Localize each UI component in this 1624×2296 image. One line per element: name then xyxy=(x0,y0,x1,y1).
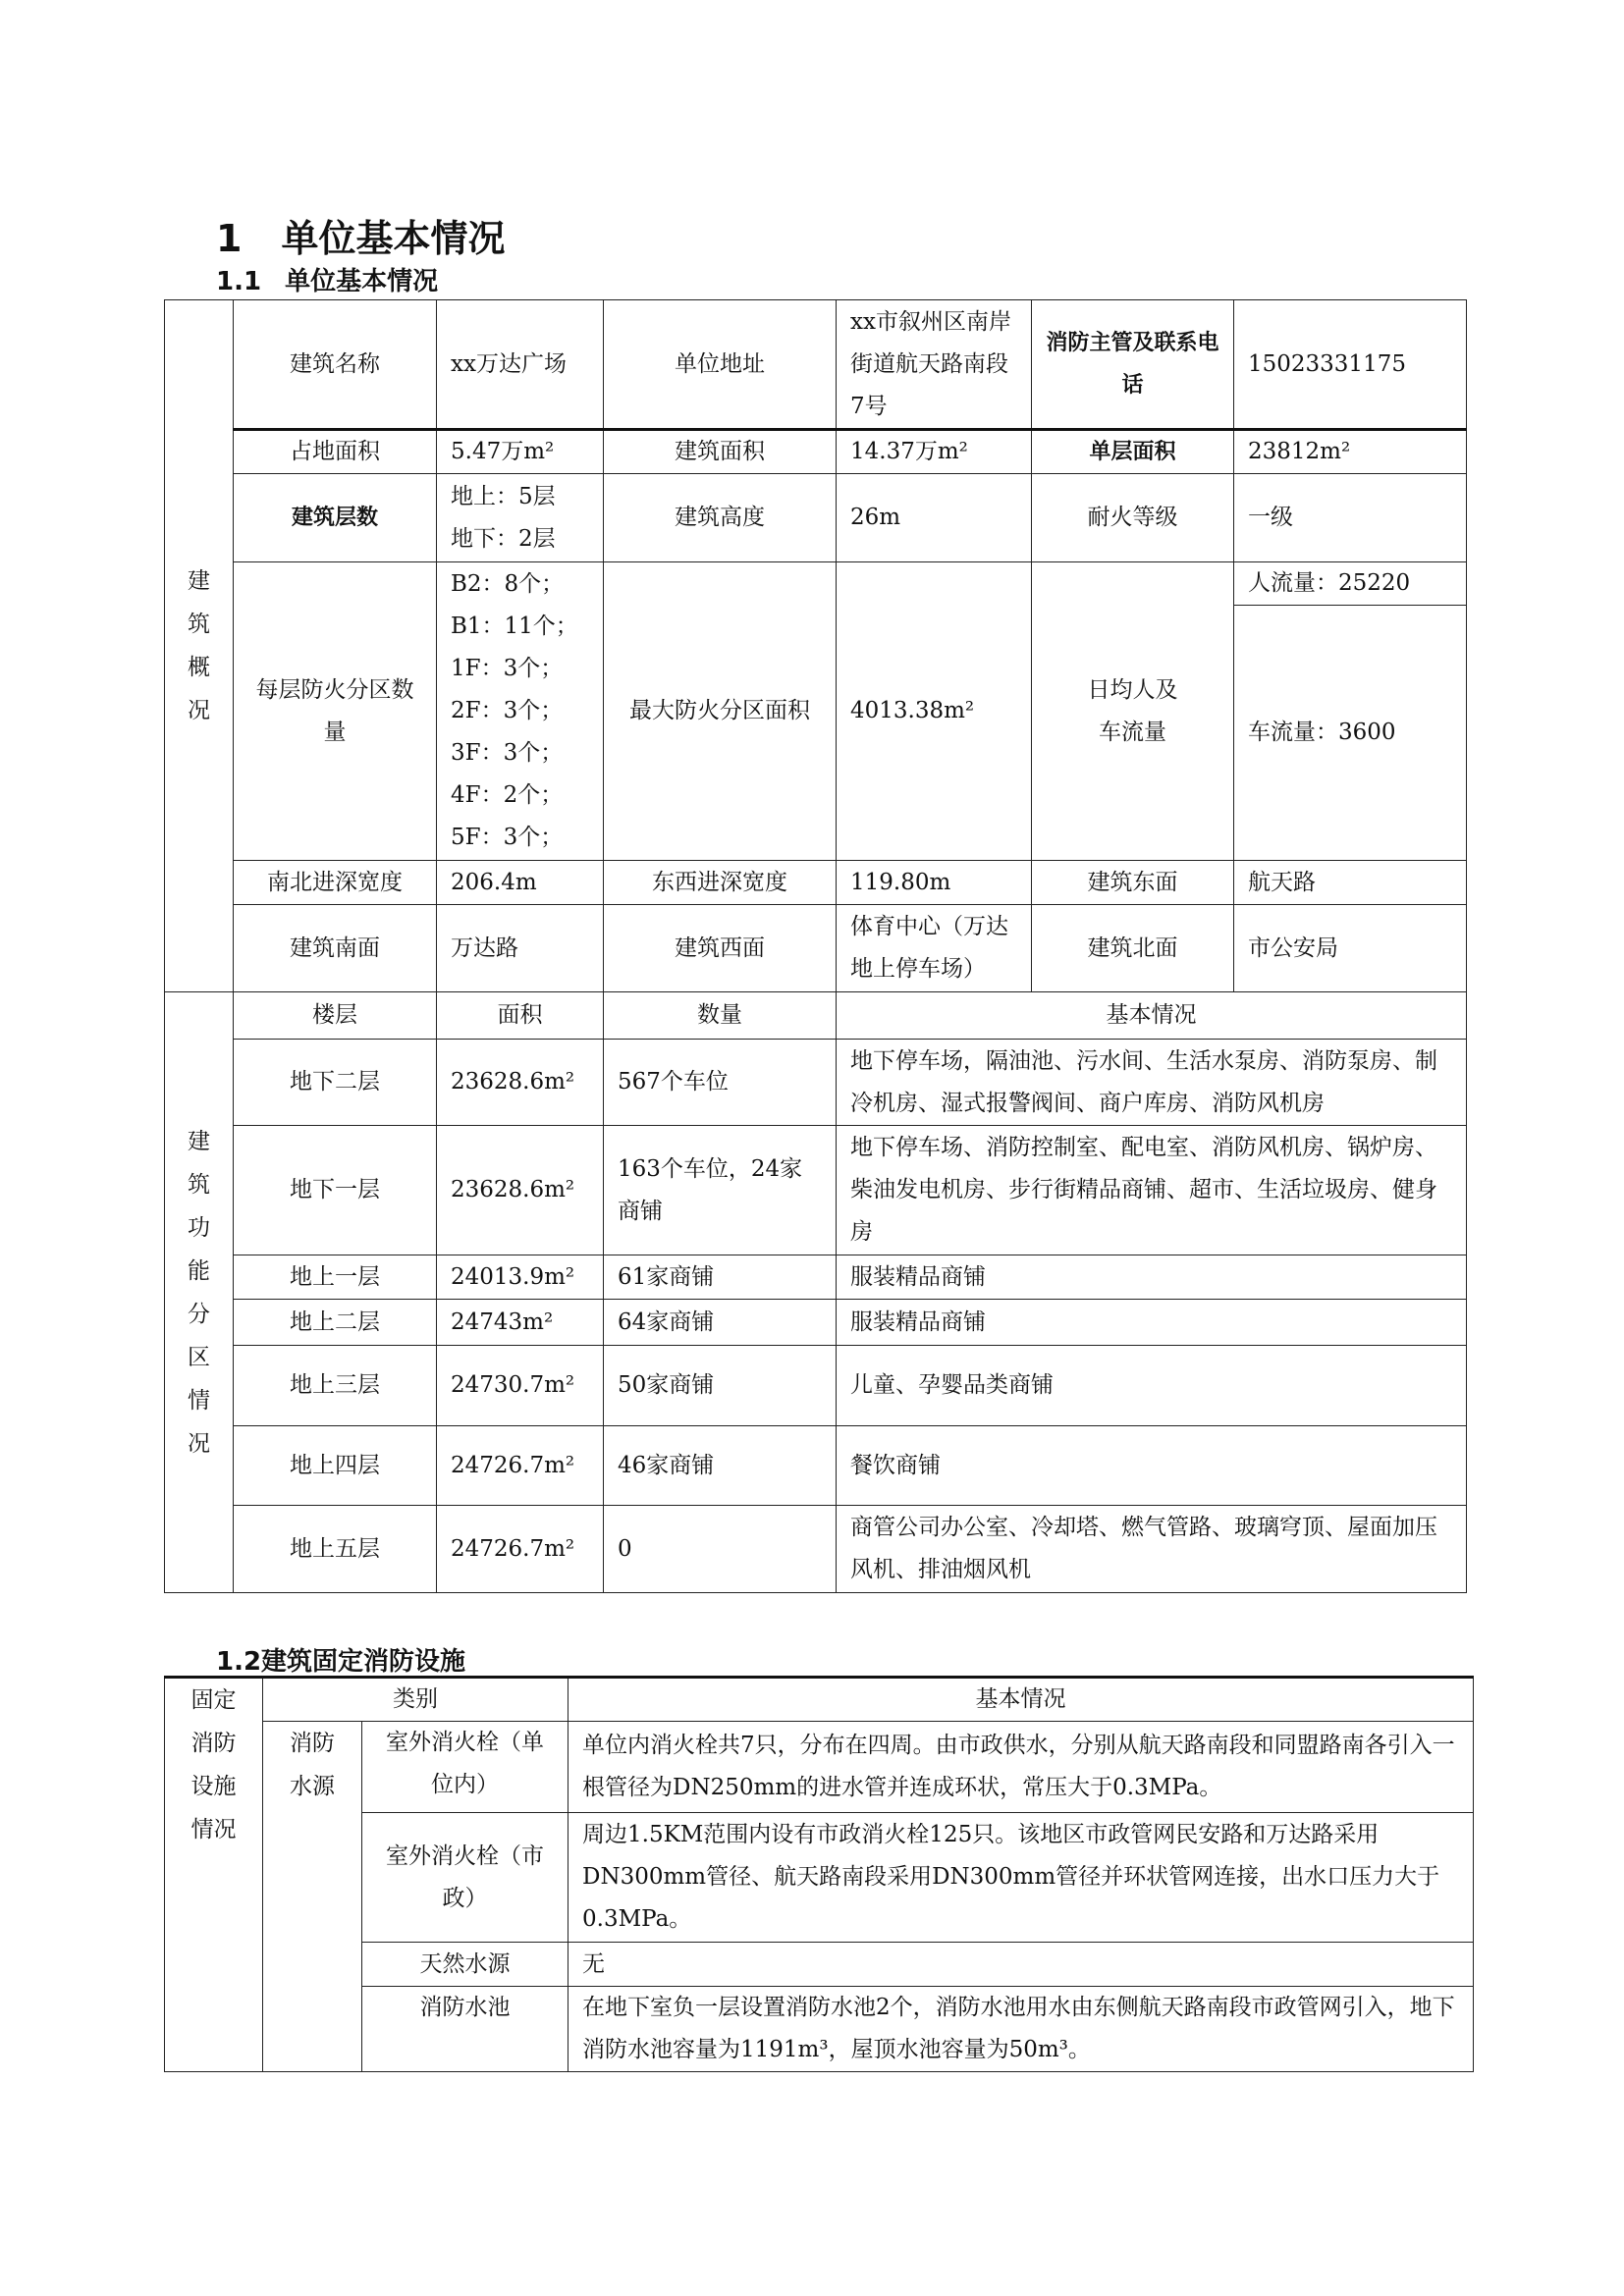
category: 室外消火栓（单位内） xyxy=(362,1722,568,1813)
column-header: 楼层 xyxy=(234,992,437,1040)
table-row: 地下二层 23628.6m² 567个车位 地下停车场，隔油池、污水间、生活水泵房、消防泵房、制冷机房、湿式报警阀间、商户库房、消防风机房 xyxy=(165,1040,1467,1126)
label: 日均人及车流量 xyxy=(1032,562,1234,861)
value: 14.37万m² xyxy=(837,430,1032,474)
value: 人流量：25220 xyxy=(1234,562,1467,606)
heading-1: 1 单位基本情况 xyxy=(216,217,506,260)
category: 天然水源 xyxy=(362,1943,568,1987)
label: 南北进深宽度 xyxy=(234,861,437,905)
value: 15023331175 xyxy=(1234,300,1467,430)
zones-list: B2：8个； B1：11个； 1F：3个； 2F：3个； 3F：3个； 4F：2个； 5F：3个； xyxy=(437,562,604,861)
basic-info-table xyxy=(164,299,1467,1593)
label: 建筑名称 xyxy=(234,300,437,430)
label: 东西进深宽度 xyxy=(604,861,837,905)
value: 车流量：3600 xyxy=(1234,606,1467,861)
description: 周边1.5KM范围内设有市政消火栓125只。该地区市政管网民安路和万达路采用DN300mm管径、航天路南段采用DN300mm管径并环状管网连接，出水口压力大于0.3MPa。 xyxy=(568,1813,1474,1943)
category: 消防水池 xyxy=(362,1987,568,2072)
label: 单位地址 xyxy=(604,300,837,430)
value: 体育中心（万达地上停车场） xyxy=(837,905,1032,992)
value: 26m xyxy=(837,474,1032,562)
value: 万达路 xyxy=(437,905,604,992)
description: 在地下室负一层设置消防水池2个，消防水池用水由东侧航天路南段市政管网引入，地下消防水池容量为1191m³，屋顶水池容量为50m³。 xyxy=(568,1987,1474,2072)
category: 室外消火栓（市政） xyxy=(362,1813,568,1943)
value: 5.47万m² xyxy=(437,430,604,474)
label: 建筑东面 xyxy=(1032,861,1234,905)
label: 占地面积 xyxy=(234,430,437,474)
label: 建筑南面 xyxy=(234,905,437,992)
table-row: 地上二层 24743m² 64家商铺 服装精品商铺 xyxy=(165,1300,1467,1346)
column-header: 面积 xyxy=(437,992,604,1040)
value: 206.4m xyxy=(437,861,604,905)
value: 119.80m xyxy=(837,861,1032,905)
value: 地上：5层 地下：2层 xyxy=(437,474,604,562)
table-row: 地上一层 24013.9m² 61家商铺 服装精品商铺 xyxy=(165,1255,1467,1300)
description: 单位内消火栓共7只，分布在四周。由市政供水，分别从航天路南段和同盟路南各引入一根管径为DN250mm的进水管并连成环状，常压大于0.3MPa。 xyxy=(568,1722,1474,1813)
label: 耐火等级 xyxy=(1032,474,1234,562)
value: 市公安局 xyxy=(1234,905,1467,992)
label: 消防主管及联系电话 xyxy=(1032,300,1234,430)
heading-1-2: 1.2建筑固定消防设施 xyxy=(216,1647,466,1677)
label: 建筑面积 xyxy=(604,430,837,474)
table-row: 地下一层 23628.6m² 163个车位，24家商铺 地下停车场、消防控制室、配电室、消防风机房、锅炉房、柴油发电机房、步行街精品商铺、超市、生活垃圾房、健身房 xyxy=(165,1126,1467,1255)
table-row: 地上五层 24726.7m² 0 商管公司办公室、冷却塔、燃气管路、玻璃穹顶、屋面加压风机、排油烟风机 xyxy=(165,1506,1467,1593)
section-facilities-label: 固定消防设施情况 xyxy=(165,1678,263,2072)
value: xx万达广场 xyxy=(437,300,604,430)
value: 4013.38m² xyxy=(837,562,1032,861)
column-header: 类别 xyxy=(263,1678,568,1722)
fire-facilities-table xyxy=(164,1676,1474,2072)
value: xx市叙州区南岸街道航天路南段7号 xyxy=(837,300,1032,430)
section-overview-label: 建筑概况 xyxy=(165,300,234,992)
column-header: 基本情况 xyxy=(568,1678,1474,1722)
column-header: 基本情况 xyxy=(837,992,1467,1040)
value: 航天路 xyxy=(1234,861,1467,905)
label: 最大防火分区面积 xyxy=(604,562,837,861)
heading-1-1: 1.1 单位基本情况 xyxy=(216,267,439,296)
column-header: 数量 xyxy=(604,992,837,1040)
section-zoning-label: 建筑功能分区情况 xyxy=(165,992,234,1593)
label: 建筑层数 xyxy=(234,474,437,562)
value: 一级 xyxy=(1234,474,1467,562)
table-row: 地上三层 24730.7m² 50家商铺 儿童、孕婴品类商铺 xyxy=(165,1346,1467,1426)
label: 建筑西面 xyxy=(604,905,837,992)
label: 单层面积 xyxy=(1032,430,1234,474)
label: 建筑高度 xyxy=(604,474,837,562)
label: 建筑北面 xyxy=(1032,905,1234,992)
description: 无 xyxy=(568,1943,1474,1987)
table-row: 地上四层 24726.7m² 46家商铺 餐饮商铺 xyxy=(165,1426,1467,1506)
label: 每层防火分区数量 xyxy=(234,562,437,861)
group-label: 消防水源 xyxy=(263,1722,362,2072)
value: 23812m² xyxy=(1234,430,1467,474)
